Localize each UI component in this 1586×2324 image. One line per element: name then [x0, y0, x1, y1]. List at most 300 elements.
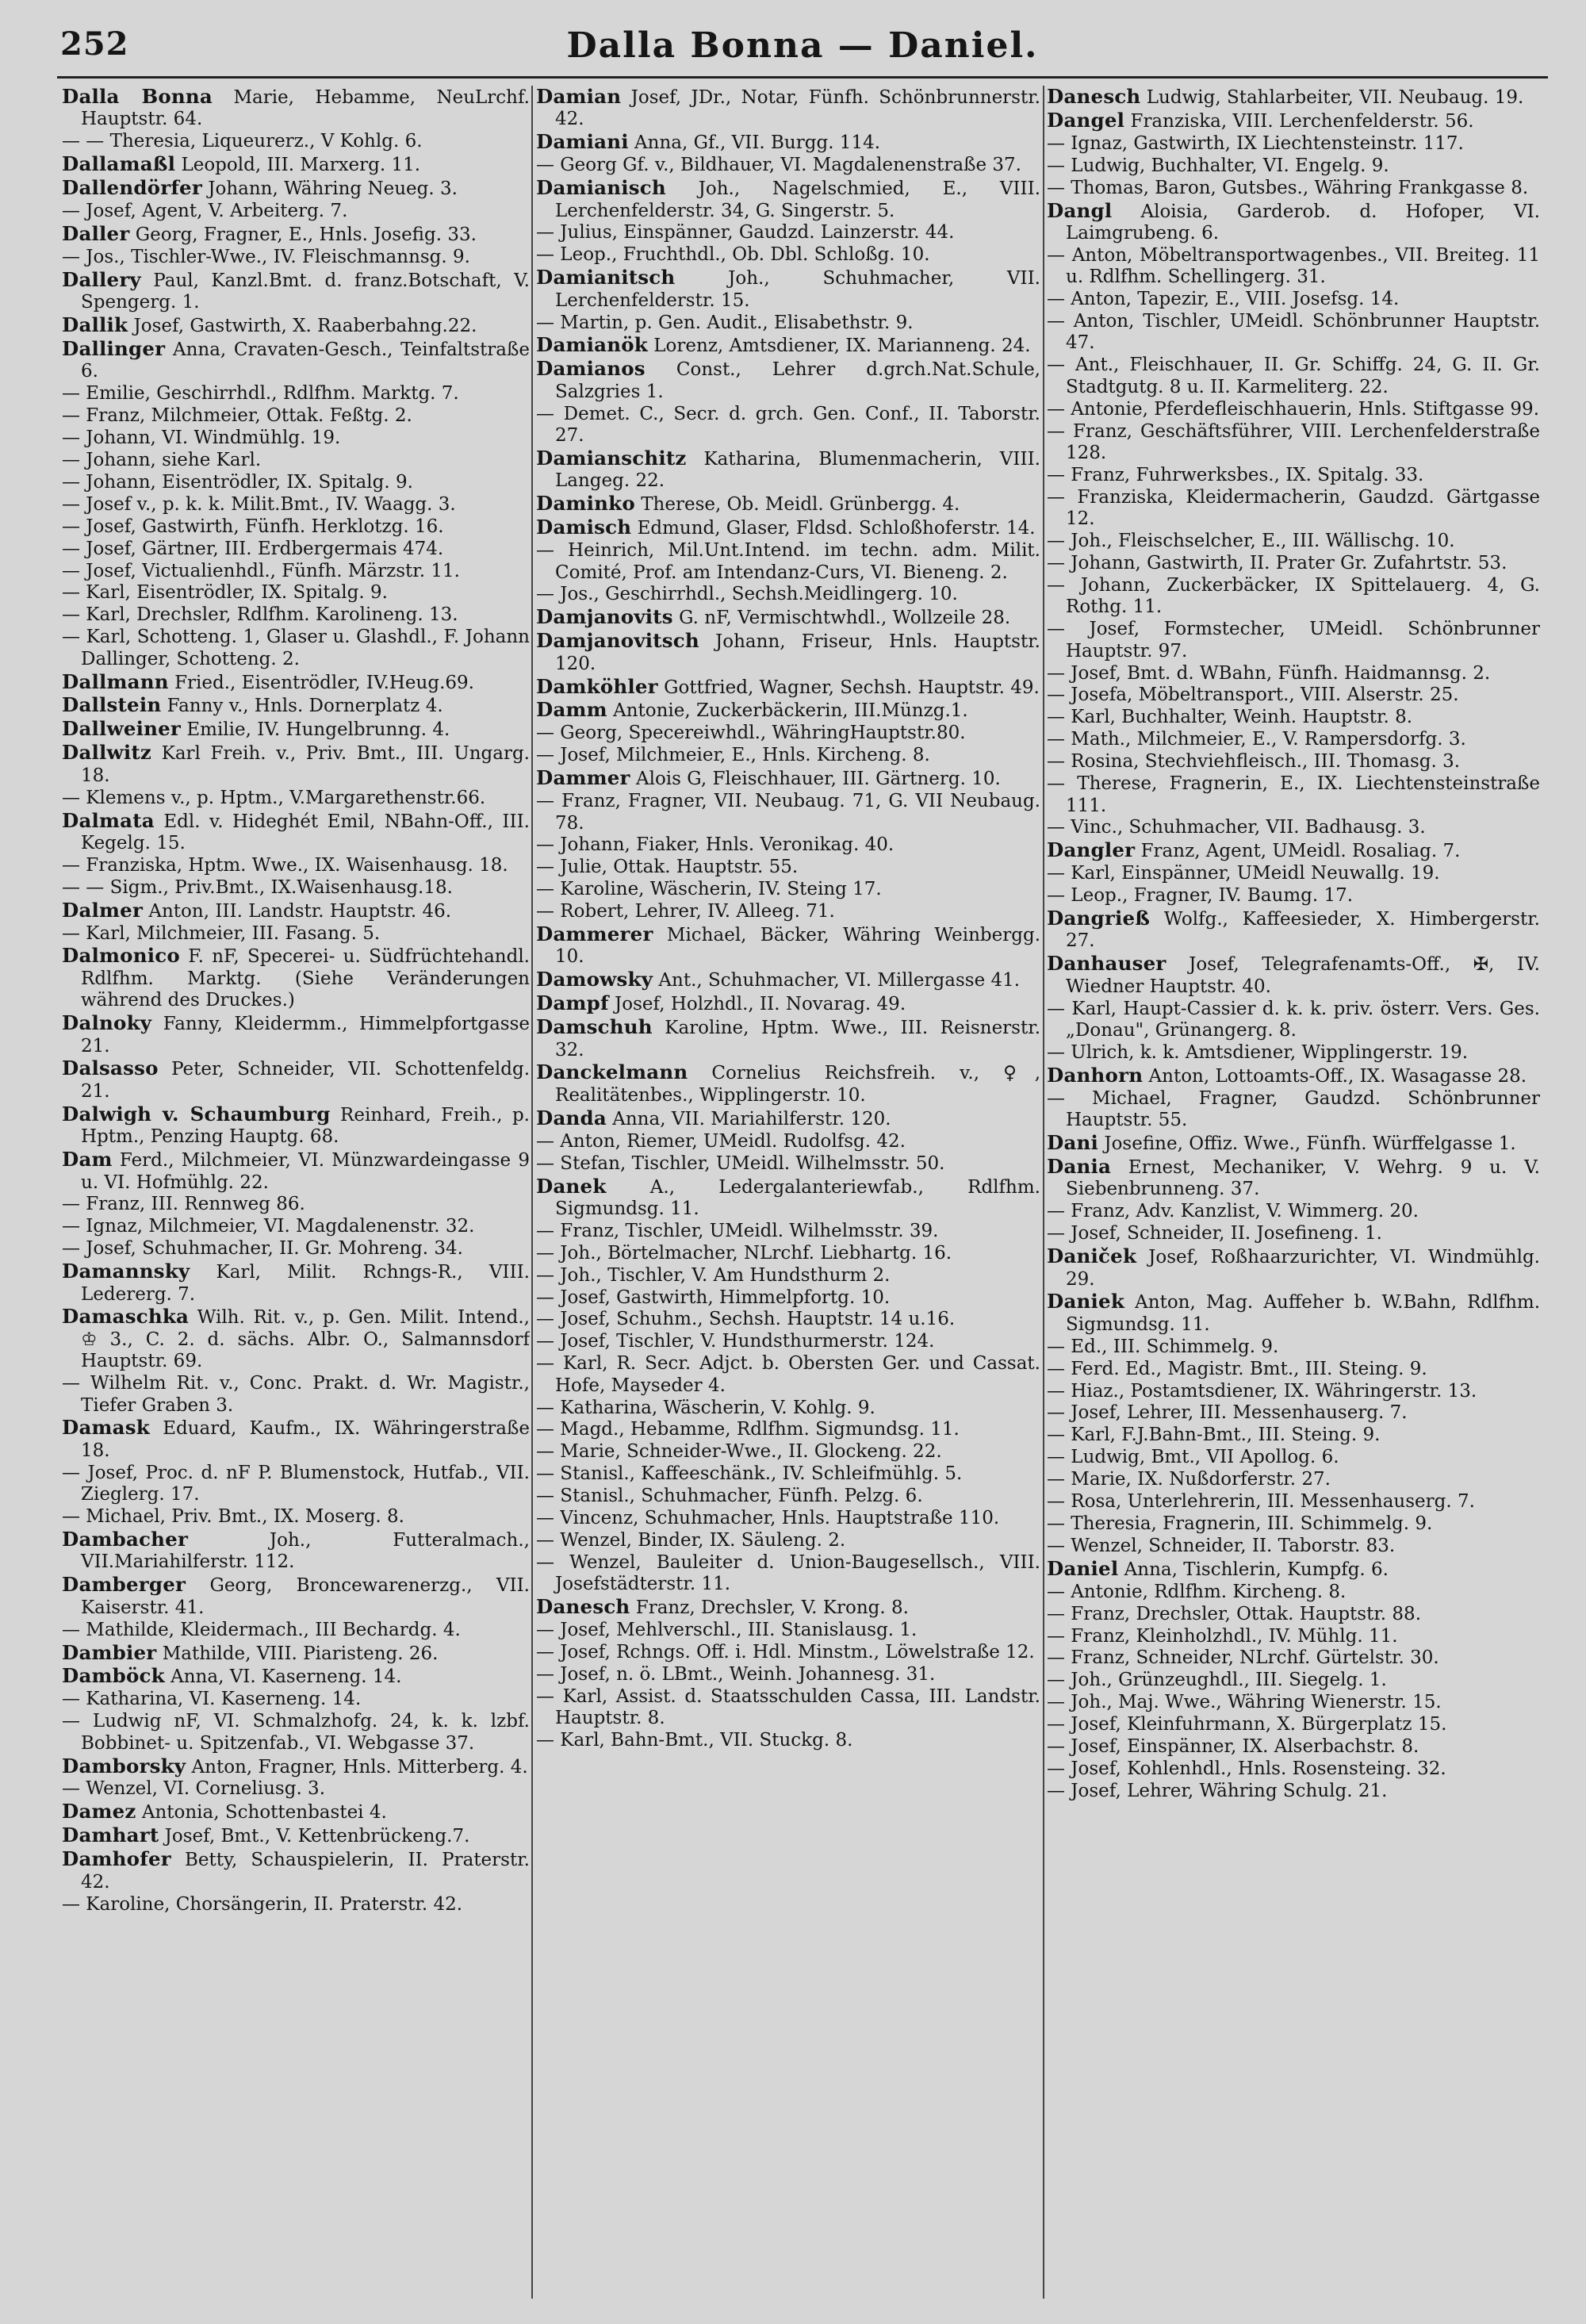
entry-details: — Anton, Tapezir, E., VIII. Josefsg. 14. [1047, 289, 1400, 310]
entry-details: Mathilde, VIII. Piaristeng. 26. [156, 1643, 439, 1664]
entry-surname: Dallstein [62, 693, 162, 717]
entry-details: — Ludwig, Bmt., VII Apollog. 6. [1047, 1447, 1339, 1468]
directory-entry [536, 1061, 1040, 1106]
entry-details: Edl. v. Hideghét Emil, NBahn-Off., III. Kegelg. 15. [81, 811, 530, 853]
directory-entry [62, 1665, 530, 1688]
directory-entry [62, 671, 530, 694]
directory-entry [62, 314, 530, 337]
entry-details: — Anton, Riemer, UMeidl. Rudolfsg. 42. [536, 1130, 906, 1152]
entry-details: — Josef, Schneider, II. Josefineng. 1. [1047, 1223, 1382, 1244]
entry-details: — Julius, Einspänner, Gaudzd. Lainzerstr. 44. [536, 222, 955, 244]
directory-entry [1047, 1290, 1540, 1336]
entry-surname: Dani [1047, 1131, 1099, 1155]
entry-details: — Rosina, Stechviehfleisch., III. Thomasg. 3. [1047, 751, 1461, 773]
entry-surname: Damianitsch [536, 266, 676, 290]
entry-surname: Dallweiner [62, 717, 182, 741]
directory-entry [536, 313, 1040, 334]
directory-entry [1047, 200, 1540, 245]
entry-details: — Math., Milchmeier, E., V. Rampersdorfg. 3. [1047, 729, 1466, 750]
entry-details: — Johann, Zuckerbäcker, IX Spittelauerg. 4, G. Rothg. 11. [1047, 574, 1540, 618]
directory-entry [62, 945, 530, 1011]
directory-entry [536, 1664, 1040, 1685]
entry-details: — Demet. C., Secr. d. grch. Gen. Conf., II. Taborstr. 27. [536, 403, 1040, 447]
directory-entry [62, 1778, 530, 1800]
entry-surname: Dallik [62, 313, 128, 337]
directory-entry [1047, 465, 1540, 486]
column-divider-left [531, 86, 533, 2299]
directory-entry [62, 561, 530, 582]
directory-entry [62, 1574, 530, 1619]
entry-details: — Julie, Ottak. Hauptstr. 55. [536, 857, 799, 878]
entry-surname: Daminko [536, 492, 635, 516]
directory-entry [536, 1331, 1040, 1352]
entry-details: — Franz, Milchmeier, Ottak. Feßtg. 2. [62, 405, 412, 427]
directory-entry [62, 1506, 530, 1528]
entry-details: — Wilhelm Rit. v., Conc. Prakt. d. Wr. Magistr., Tiefer Graben 3. [62, 1373, 530, 1416]
directory-entry [1047, 839, 1540, 862]
directory-entry [1047, 86, 1540, 109]
directory-entry [536, 1398, 1040, 1419]
entry-details: — Johann, Fiaker, Hnls. Veronikag. 40. [536, 834, 895, 856]
entry-surname: Dalsasso [62, 1057, 159, 1080]
page-header [57, 21, 1548, 76]
directory-entry [1047, 817, 1540, 838]
directory-entry [536, 540, 1040, 584]
directory-entry [1047, 707, 1540, 728]
entry-details: — Georg, Specereiwhdl., WähringHauptstr.80. [536, 723, 966, 744]
entry-surname: Damjanovits [536, 605, 673, 629]
entry-details: — Josef, Rchngs. Off. i. Hdl. Minstm., Löwelstraße 12. [536, 1642, 1035, 1663]
entry-details: Johann, Friseur, Hnls. Hauptstr. 120. [555, 631, 1040, 674]
entry-surname: Danhorn [1047, 1063, 1144, 1087]
entry-details: — Franz, Fragner, VII. Neubaug. 71, G. VII Neubaug. 78. [536, 791, 1040, 834]
directory-entry [62, 269, 530, 314]
entry-details: — Michael, Priv. Bmt., IX. Moserg. 8. [62, 1506, 404, 1528]
directory-entry [1047, 1381, 1540, 1402]
directory-entry [1047, 953, 1540, 998]
directory-entry [62, 923, 530, 945]
running-head: Dalla Bonna — Daniel. [566, 25, 1039, 66]
entry-surname: Damannsky [62, 1260, 190, 1283]
entry-details: — Josef, Gastwirth, Fünfh. Herklotzg. 16. [62, 516, 444, 537]
entry-details: — Josef, Lehrer, Währing Schulg. 21. [1047, 1780, 1388, 1801]
entry-surname: Damianisch [536, 176, 666, 200]
entry-details: — Josef, Lehrer, III. Messenhauserg. 7. [1047, 1402, 1408, 1424]
directory-entry [62, 1057, 530, 1103]
entry-details: Franz, Drechsler, V. Krong. 8. [630, 1597, 909, 1619]
directory-entry [1047, 885, 1540, 907]
directory-entry [1047, 399, 1540, 420]
entry-details: Josefine, Offiz. Wwe., Fünfh. Würffelgasse 1. [1098, 1133, 1516, 1155]
directory-entry [62, 855, 530, 876]
directory-entry [536, 923, 1040, 968]
directory-entry [62, 516, 530, 538]
directory-entry [536, 630, 1040, 675]
directory-entry [536, 358, 1040, 403]
directory-entry [536, 767, 1040, 790]
entry-details: — Ferd. Ed., Magistr. Bmt., III. Steing. 9. [1047, 1358, 1427, 1379]
entry-details: Ludwig, Stahlarbeiter, VII. Neubaug. 19. [1140, 87, 1524, 108]
directory-entry [62, 899, 530, 922]
directory-entry [62, 1620, 530, 1641]
entry-details: — Ludwig nF, VI. Schmalzhofg. 24, k. k. lzbf. Bobbinet- u. Spitzenfab., VI. Webgasse 37. [62, 1711, 530, 1754]
directory-entry [536, 1419, 1040, 1440]
entry-surname: Damowsky [536, 968, 653, 991]
directory-entry [62, 1149, 530, 1194]
entry-details: — Karl, Bahn-Bmt., VII. Stuckg. 8. [536, 1730, 853, 1751]
directory-entry [62, 694, 530, 717]
directory-entry [1047, 999, 1540, 1042]
directory-entry [1047, 1736, 1540, 1758]
entry-surname: Dangl [1047, 198, 1113, 222]
entry-surname: Damianschitz [536, 447, 687, 470]
entry-surname: Daniel [1047, 1556, 1119, 1580]
directory-entry [1047, 1670, 1540, 1691]
entry-surname: Damborsky [62, 1754, 186, 1778]
entry-details: Wilh. Rit. v., p. Gen. Milit. Intend., ♔ 3., C. 2. d. sächs. Albr. O., Salmannsdorf Hauptstr. 69. [81, 1307, 530, 1372]
directory-entry [536, 447, 1040, 493]
directory-entry [62, 582, 530, 604]
entry-details: — Franz, Tischler, UMeidl. Wilhelmsstr. 39. [536, 1220, 939, 1241]
directory-entry [536, 699, 1040, 722]
directory-entry [62, 1642, 530, 1665]
directory-entry [536, 1265, 1040, 1287]
directory-entry [1047, 773, 1540, 817]
directory-entry [1047, 1626, 1540, 1647]
entry-surname: Dalwigh v. Schaumburg [62, 1102, 331, 1126]
entry-surname: Dallwitz [62, 741, 151, 765]
entry-details: Reinhard, Freih., p. Hptm., Penzing Hauptg. 68. [81, 1104, 530, 1148]
directory-entry [62, 472, 530, 493]
column-right [1047, 86, 1540, 2307]
directory-entry [536, 1107, 1040, 1130]
entry-details: — Josef, n. ö. LBmt., Weinh. Johannesg. 31. [536, 1663, 936, 1685]
directory-entry [62, 428, 530, 449]
entry-details: — Josef, Gärtner, III. Erdbergermais 474. [62, 538, 444, 559]
directory-entry [536, 1175, 1040, 1221]
directory-entry [62, 405, 530, 427]
entry-details: Anton, Mag. Auffeher b. W.Bahn, Rdlfhm. Sigmundsg. 11. [1066, 1292, 1540, 1335]
directory-entry [62, 1528, 530, 1574]
directory-entry [62, 810, 530, 855]
directory-entry [1047, 1692, 1540, 1713]
entry-details: Anna, Tischlerin, Kumpfg. 6. [1118, 1559, 1389, 1580]
entry-details: Therese, Ob. Meidl. Grünbergg. 4. [634, 494, 960, 516]
directory-entry [62, 1194, 530, 1215]
directory-entry [1047, 863, 1540, 884]
entry-surname: Danckelmann [536, 1060, 688, 1084]
entry-details: — Therese, Fragnerin, E., IX. Liechtensteinstraße 111. [1047, 773, 1540, 816]
entry-details: — Josef, Einspänner, IX. Alserbachstr. 8. [1047, 1736, 1419, 1758]
directory-entry [536, 516, 1040, 539]
entry-details: — Josef, Schuhmacher, II. Gr. Mohreng. 34. [62, 1238, 463, 1260]
directory-entry [536, 1530, 1040, 1551]
directory-entry [1047, 311, 1540, 355]
entry-details: Peter, Schneider, VII. Schottenfeldg. 21. [81, 1059, 530, 1102]
entry-details: — Katharina, Wäscherin, V. Kohlg. 9. [536, 1397, 875, 1418]
entry-details: — Karl, Drechsler, Rdlfhm. Karolineng. 13. [62, 604, 458, 626]
entry-details: Anna, Cravaten-Gesch., Teinfaltstraße 6. [81, 339, 530, 382]
entry-details: — Josef, Mehlverschl., III. Stanislausg. 1. [536, 1620, 918, 1641]
entry-surname: Dallamaßl [62, 152, 176, 176]
entry-details: — Jos., Tischler-Wwe., IV. Fleischmannsg. 9. [62, 246, 470, 267]
entry-surname: Damiani [536, 130, 629, 154]
entry-surname: Dammerer [536, 922, 653, 946]
directory-entry [1047, 1781, 1540, 1802]
directory-entry [1047, 1223, 1540, 1244]
entry-surname: Dalmonico [62, 944, 180, 968]
entry-details: — Joh., Börtelmacher, NLrchf. Liebhartg. 16. [536, 1242, 952, 1264]
entry-details: — Franziska, Kleidermacherin, Gaudzd. Gärtgasse 12. [1047, 486, 1540, 530]
entry-details: Fanny, Kleidermm., Himmelpfortgasse 21. [81, 1014, 530, 1057]
directory-entry [1047, 421, 1540, 465]
directory-entry [1047, 575, 1540, 619]
entry-details: Katharina, Blumenmacherin, VIII. Langeg. 22. [555, 449, 1040, 492]
entry-details: Joh., Schuhmacher, VII. Lerchenfelderstr. 15. [555, 268, 1040, 311]
entry-details: Karl Freih. v., Priv. Bmt., III. Ungarg. 18. [81, 743, 530, 786]
entry-details: — Johann, VI. Windmühlg. 19. [62, 428, 341, 449]
entry-surname: Damböck [62, 1664, 165, 1688]
entry-details: — Franz, Schneider, NLrchf. Gürtelstr. 30. [1047, 1647, 1439, 1669]
directory-entry [1047, 245, 1540, 289]
directory-entry [1047, 1132, 1540, 1155]
directory-entry [1047, 289, 1540, 310]
directory-entry [536, 1463, 1040, 1485]
directory-entry [62, 1012, 530, 1057]
entry-details: — Robert, Lehrer, IV. Alleeg. 71. [536, 901, 835, 922]
entry-details: Josef, Bmt., V. Kettenbrückeng.7. [159, 1826, 470, 1847]
column-divider-right [1043, 86, 1044, 2299]
entry-details: — Hiaz., Postamtsdiener, IX. Währingerstr. 13. [1047, 1380, 1477, 1402]
directory-entry [1047, 1359, 1540, 1380]
directory-entry [1047, 1088, 1540, 1132]
header-rule [57, 76, 1548, 79]
directory-entry [536, 222, 1040, 244]
entry-details: Josef, Roßhaarzurichter, VI. Windmühlg. 29. [1066, 1247, 1540, 1290]
directory-entry [1047, 1402, 1540, 1424]
entry-details: — Karl, R. Secr. Adjct. b. Obersten Ger. und Cassat. Hofe, Mayseder 4. [536, 1353, 1040, 1396]
entry-details: — Stefan, Tischler, UMeidl. Wilhelmsstr. 50. [536, 1152, 945, 1174]
entry-details: — Thomas, Baron, Gutsbes., Währing Frankgasse 8. [1047, 177, 1529, 198]
directory-entry [536, 879, 1040, 900]
entry-details: Wolfg., Kaffeesieder, X. Himbergerstr. 27. [1066, 909, 1540, 952]
directory-entry [536, 791, 1040, 834]
directory-entry [62, 153, 530, 176]
entry-surname: Damköhler [536, 674, 658, 698]
directory-entry [1047, 1491, 1540, 1513]
directory-entry [536, 857, 1040, 878]
entry-details: — Ignaz, Gastwirth, IX Liechtensteinstr. 117. [1047, 132, 1464, 154]
directory-entry [62, 1848, 530, 1893]
directory-entry [62, 1755, 530, 1778]
entry-details: — Karl, Haupt-Cassier d. k. k. priv. österr. Vers. Ges. „Donau", Grünangerg. 8. [1047, 998, 1540, 1041]
entry-details: — Vinc., Schuhmacher, VII. Badhausg. 3. [1047, 817, 1426, 838]
entry-surname: Danda [536, 1106, 607, 1129]
directory-entry [62, 1103, 530, 1149]
directory-entry [62, 1260, 530, 1306]
directory-entry [536, 1221, 1040, 1242]
entry-details: — Leop., Fruchthdl., Ob. Dbl. Schloßg. 10. [536, 244, 930, 266]
entry-details: Const., Lehrer d.grch.Nat.Schule, Salzgries 1. [555, 359, 1040, 402]
entry-details: Karl, Milit. Rchngs-R., VIII. Ledererg. 7. [81, 1262, 530, 1305]
entry-details: — Franziska, Hptm. Wwe., IX. Waisenhausg. 18. [62, 854, 508, 876]
entry-surname: Damhofer [62, 1847, 171, 1871]
entry-details: — Karoline, Chorsängerin, II. Praterstr. 42. [62, 1893, 463, 1915]
directory-entry [62, 1373, 530, 1417]
entry-details: Marie, Hebamme, NeuLrchf. Hauptstr. 64. [81, 87, 530, 130]
entry-details: Franz, Agent, UMeidl. Rosaliag. 7. [1135, 841, 1461, 862]
directory-entry [536, 676, 1040, 699]
entry-details: — Emilie, Geschirrhdl., Rdlfhm. Marktg. 7. [62, 383, 459, 405]
directory-entry [1047, 1245, 1540, 1290]
entry-surname: Daniček [1047, 1244, 1137, 1268]
directory-entry [536, 404, 1040, 447]
directory-entry [62, 1417, 530, 1462]
entry-details: Leopold, III. Marxerg. 11. [175, 155, 421, 176]
directory-entry [1047, 1469, 1540, 1490]
directory-entry [536, 1620, 1040, 1641]
entry-details: — Joh., Tischler, V. Am Hundsthurm 2. [536, 1264, 891, 1286]
entry-surname: Damhart [62, 1824, 159, 1847]
entry-details: Joh., Futteralmach., VII.Mariahilferstr. 112. [81, 1530, 530, 1573]
entry-details: Eduard, Kaufm., IX. Währingerstraße 18. [81, 1418, 530, 1461]
directory-entry [1047, 1064, 1540, 1087]
directory-entry [62, 877, 530, 899]
directory-entry [536, 968, 1040, 991]
directory-entry [62, 494, 530, 516]
entry-details: — Josef, Bmt. d. WBahn, Fünfh. Haidmannsg. 2. [1047, 662, 1491, 684]
entry-details: — Magd., Hebamme, Rdlfhm. Sigmundsg. 11. [536, 1419, 960, 1440]
entry-details: — Wenzel, VI. Corneliusg. 3. [62, 1778, 326, 1800]
entry-details: Fried., Eisentrödler, IV.Heug.69. [168, 672, 474, 693]
directory-entry [536, 723, 1040, 744]
entry-surname: Dangel [1047, 108, 1125, 132]
entry-surname: Damaschka [62, 1305, 190, 1329]
directory-entry [62, 1238, 530, 1260]
directory-entry [536, 745, 1040, 766]
entry-surname: Dangler [1047, 838, 1136, 862]
directory-entry [1047, 1156, 1540, 1201]
entry-details: F. nF, Specerei- u. Südfrüchtehandl. Rdlfhm. Marktg. (Siehe Veränderungen während des Druckes.) [81, 946, 530, 1011]
entry-surname: Dampf [536, 991, 609, 1015]
directory-entry [1047, 685, 1540, 706]
entry-details: — Johann, Gastwirth, II. Prater Gr. Zufahrtstr. 53. [1047, 553, 1507, 574]
entry-details: — Antonie, Rdlfhm. Kircheng. 8. [1047, 1581, 1347, 1602]
directory-entry [62, 383, 530, 405]
entry-details: Paul, Kanzl.Bmt. d. franz.Botschaft, V. Spengerg. 1. [81, 270, 530, 313]
directory-entry [1047, 109, 1540, 132]
entry-details: — Martin, p. Gen. Audit., Elisabethstr. 9. [536, 312, 914, 333]
entry-details: Edmund, Glaser, Fldsd. Schloßhoferstr. 14. [631, 518, 1036, 539]
directory-entry [536, 1131, 1040, 1152]
directory-entry [62, 450, 530, 471]
entry-surname: Dangrieß [1047, 907, 1151, 930]
directory-entry [1047, 729, 1540, 750]
entry-details: G. nF, Vermischtwhdl., Wollzeile 28. [672, 608, 1011, 629]
entry-details: — Jos., Geschirrhdl., Sechsh.Meidlingerg. 10. [536, 584, 958, 605]
directory-entry [536, 1309, 1040, 1330]
entry-details: — Josef, Kohlenhdl., Hnls. Rosensteing. 32. [1047, 1758, 1446, 1779]
directory-entry [536, 267, 1040, 312]
entry-surname: Damask [62, 1416, 150, 1440]
entry-details: Johann, Währing Neueg. 3. [201, 178, 458, 200]
entry-details: — Karl, Eisentrödler, IX. Spitalg. 9. [62, 582, 388, 604]
directory-entry [536, 1243, 1040, 1264]
entry-details: — Karoline, Wäscherin, IV. Steing 17. [536, 879, 882, 900]
entry-details: Joh., Nagelschmied, E., VIII. Lerchenfelderstr. 34, G. Singerstr. 5. [555, 178, 1040, 221]
entry-details: — Joh., Grünzeughdl., III. Siegelg. 1. [1047, 1670, 1387, 1691]
directory-entry [1047, 1604, 1540, 1625]
entry-surname: Damianos [536, 357, 646, 381]
directory-entry [1047, 663, 1540, 685]
directory-entry [1047, 178, 1540, 199]
entry-surname: Danesch [536, 1595, 630, 1619]
directory-entry [62, 604, 530, 626]
entry-details: — Klemens v., p. Hptm., V.Margarethenstr.66. [62, 787, 486, 808]
directory-entry [536, 606, 1040, 629]
directory-entry [536, 1508, 1040, 1529]
entry-details: Ant., Schuhmacher, VI. Millergasse 41. [653, 970, 1021, 991]
entry-details: — — Sigm., Priv.Bmt., IX.Waisenhausg.18. [62, 876, 453, 898]
entry-details: Anton, Fragner, Hnls. Mitterberg. 4. [186, 1756, 528, 1778]
directory-entry [1047, 751, 1540, 773]
entry-details: — Ant., Fleischhauer, II. Gr. Schiffg. 24, G. II. Gr. Stadtgutg. 8 u. II. Karmeliterg. 22. [1047, 355, 1540, 397]
entry-surname: Dammer [536, 766, 630, 790]
directory-entry [62, 1306, 530, 1372]
directory-entry [536, 834, 1040, 856]
entry-details: — Stanisl., Schuhmacher, Fünfh. Pelzg. 6. [536, 1486, 923, 1507]
entry-details: Fanny v., Hnls. Dornerplatz 4. [161, 696, 443, 717]
entry-surname: Dalmer [62, 898, 144, 922]
entry-details: — Michael, Fragner, Gaudzd. Schönbrunner Hauptstr. 55. [1047, 1087, 1540, 1131]
directory-entry [1047, 1425, 1540, 1446]
entry-details: — Karl, Schotteng. 1, Glaser u. Glashdl., F. Johann Dallinger, Schotteng. 2. [62, 627, 530, 669]
directory-entry [62, 1801, 530, 1824]
directory-entry [536, 86, 1040, 131]
directory-entry [536, 1016, 1040, 1061]
entry-surname: Dam [62, 1148, 113, 1172]
entry-details: — Josef, Agent, V. Arbeiterg. 7. [62, 201, 348, 222]
entry-details: Anna, VII. Mariahilferstr. 120. [606, 1108, 891, 1129]
directory-entry [536, 493, 1040, 516]
entry-details: — Karl, Einspänner, UMeidl Neuwallg. 19. [1047, 863, 1440, 884]
directory-entry [1047, 1582, 1540, 1603]
entry-details: — Wenzel, Bauleiter d. Union-Baugesellsch., VIII. Josefstädterstr. 11. [536, 1551, 1040, 1595]
directory-entry [62, 177, 530, 200]
entry-details: Anna, VI. Kaserneng. 14. [164, 1666, 402, 1688]
entry-details: — Antonie, Pferdefleischhauerin, Hnls. Stiftgasse 99. [1047, 398, 1539, 420]
entry-surname: Damm [536, 698, 607, 722]
entry-details: — Mathilde, Kleidermach., III Bechardg. 4. [62, 1619, 461, 1640]
entry-details: — Franz, III. Rennweg 86. [62, 1194, 305, 1215]
entry-details: — Josefa, Möbeltransport., VIII. Alserstr. 25. [1047, 685, 1459, 706]
entry-surname: Damjanovitsch [536, 629, 699, 653]
entry-surname: Damian [536, 86, 622, 108]
directory-entry [62, 788, 530, 809]
directory-entry [536, 1730, 1040, 1751]
directory-entry [536, 155, 1040, 176]
entry-surname: Dalnoky [62, 1011, 152, 1035]
entry-details: A., Ledergalanteriewfab., Rdlfhm. Sigmundsg. 11. [555, 1176, 1040, 1219]
entry-details: — Ignaz, Milchmeier, VI. Magdalenenstr. 32. [62, 1216, 475, 1237]
directory-entry [62, 627, 530, 670]
directory-entry [62, 223, 530, 246]
entry-details: — Josef, Schuhm., Sechsh. Hauptstr. 14 u.16. [536, 1309, 956, 1330]
entry-details: Anton, III. Landstr. Hauptstr. 46. [143, 900, 452, 922]
page-number: 252 [60, 25, 129, 63]
entry-details: — Josef, Milchmeier, E., Hnls. Kircheng. 8. [536, 745, 930, 766]
directory-entry [536, 244, 1040, 266]
